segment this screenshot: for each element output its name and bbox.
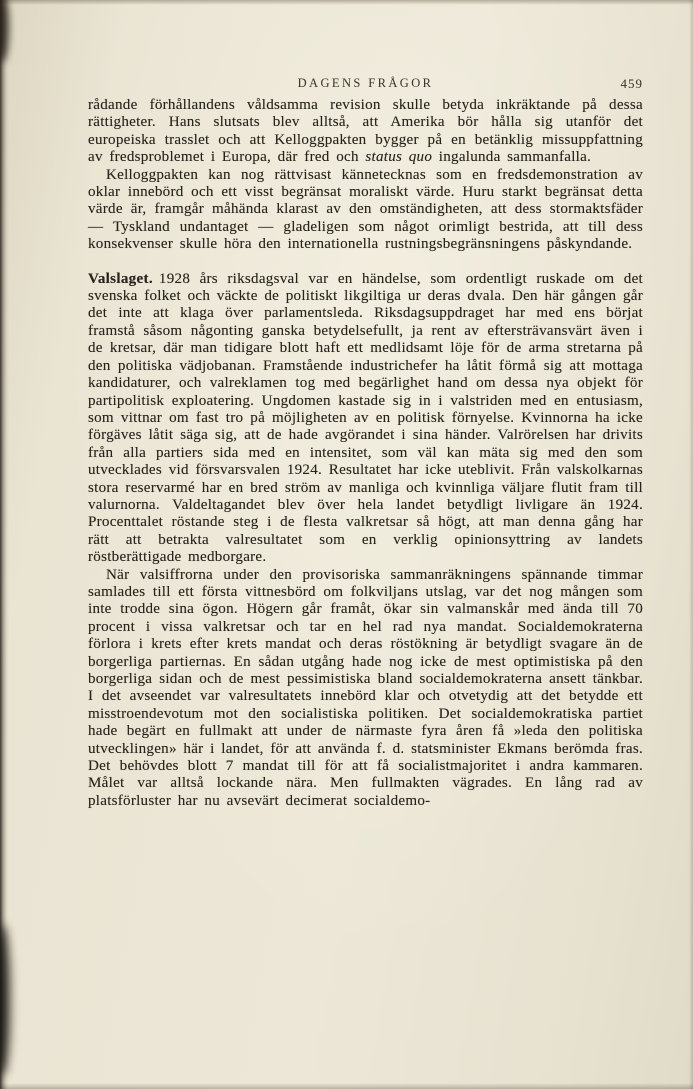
text-column (88, 97, 643, 810)
scan-edge-right (689, 0, 693, 1089)
italic-phrase: status quo (365, 149, 433, 166)
running-header (88, 76, 643, 96)
section-lead-word: Valslaget. (88, 270, 153, 287)
paragraph-valslaget: Valslaget. 1928 års riksdagsval var en händelse, som ordentligt ruskade om det svenska folket och väckte de politiskt likgiltiga ur deras dvala. Den här gången går det inte att klaga över parlamentsleda. Riksdagsuppdraget har med ens börjat framstå såsom någonting ganska betydelsefullt, ja rent av eftersträvansvärt även i de kretsar, där man tidigare blott haft ett medlidsamt löje för de arma stretarna på den politiska vädjobanan. Framstående industrichefer ha låtit förmå sig att mottaga kandidaturer, och valreklamen tog med begärlighet hand om dessa nya objekt för partipolitisk exploatering. Ungdomen kastade sig in i valstriden med en entusiasm, som vittnar om fast tro på möjligheten av en politisk förnyelse. Kvinnorna ha icke förgäves låtit säga sig, att de hade avgörandet i sina händer. Valrörelsen har drivits från alla partiers sida med en intensitet, som väl kan mäta sig med den som utvecklades vid försvarsvalen 1924. Resultatet har icke uteblivit. Från valskolkarnas stora reservarmé har en bred ström av manliga och kvinnliga väljare flutit fram till valurnorna. Valdeltagandet blev över hela landet betydligt livligare än 1924. Procenttalet röstande steg i de flesta valkretsar så högt, att man denna gång har rätt att betrakta valresultatet som en verklig opinionsyttring av landets röstberättigade medborgare. (88, 270, 643, 566)
page-number: 459 (620, 76, 643, 91)
paragraph-kelloggpakten: Kelloggpakten kan nog rättvisast kännetecknas som en fredsdemonstration av oklar innebörd och ett visst begränsat moraliskt värde. Huru starkt begränsat detta värde är, framgår måhända klarast av den omständigheten, att dess stormaktsfäder — Tyskland undantaget — gladeligen som något orimligt bestrida, att till dess konsekvenser skulle höra den internationella rustningsbegränsningens påskyndande. (88, 166, 643, 253)
paragraph-continuation: rådande förhållandens våldsamma revision skulle betyda inkräktande på dessa rättigheter. Hans slutsats blev alltså, att Amerika bör hålla sig utanför det europeiska trasslet och att Kelloggpakten bygger på en betänklig missuppfattning av fredsproblemet i Europa, där fred och status quo ingalunda sammanfalla. (88, 97, 643, 166)
scan-edge-top (0, 0, 693, 5)
scan-edge-bottom (0, 1083, 693, 1089)
running-header-title: DAGENS FRÅGOR (297, 76, 434, 90)
paragraph-valsiffrorna: När valsiffrorna under den provisoriska sammanräkningens spännande timmar samlades till ett första vittnesbörd om folkviljans utslag, var det nog mången som inte trodde sina ögon. Högern går framåt, ökar sin valmanskår med ända till 70 procent i vissa valkretsar och tar en hel rad nya mandat. Socialdemokraterna förlora i krets efter krets mandat och deras röstökning är betydligt svagare än de borgerliga partiernas. En sådan utgång hade nog icke de mest optimistiska på den borgerliga sidan och de mest pessimistiska bland socialdemokraterna ansett tänkbar. I det avseendet var valresultatets innebörd klar och otvetydig att det betydde ett misstroendevotum mot den socialistiska politiken. Det socialdemokratiska partiet hade begärt en fullmakt att under de närmaste fyra åren få »leda den politiska utvecklingen» här i landet, för att använda f. d. statsminister Ekmans berömda fras. Det behövdes blott 7 mandat till för att få socialistmajoritet i andra kammaren. Målet var alltså lockande nära. Men fullmakten vägrades. En lång rad av platsförluster har nu avsevärt decimerat socialdemo- (88, 566, 643, 809)
